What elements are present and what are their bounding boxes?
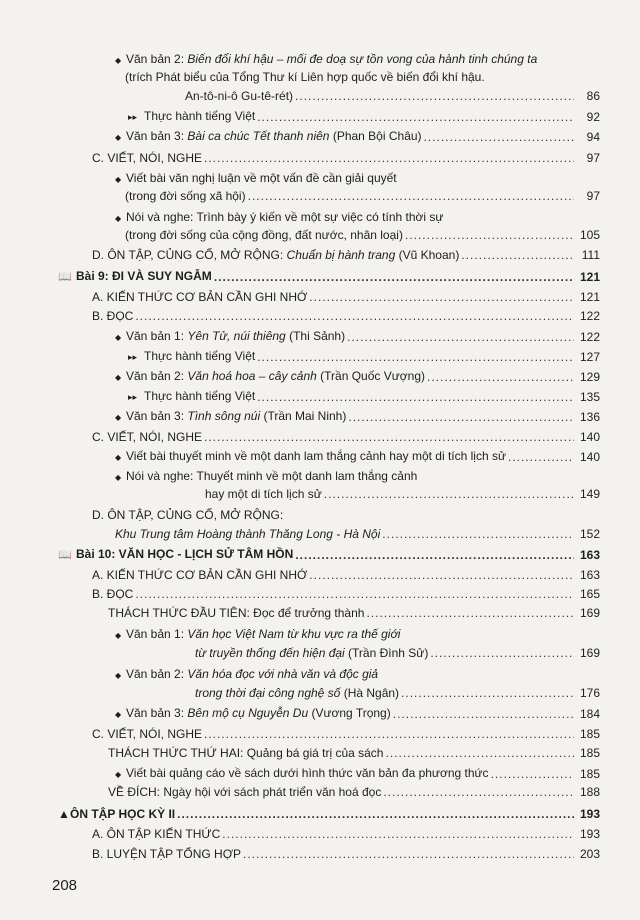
leader-dots (348, 410, 574, 425)
leader-dots (257, 390, 574, 405)
entry-label: D. ÔN TẬP, CỦNG CỐ, MỞ RỘNG: (92, 248, 287, 262)
entry-title: Văn học Việt Nam từ khu vực ra thế giới (187, 627, 401, 641)
diamond-bullet-icon: ◆ (115, 333, 122, 342)
entry-label: Văn bản 2: (126, 667, 188, 681)
toc-entry-text (92, 248, 459, 263)
entry-label: VỀ ĐÍCH: Ngày hội với sách phát triển văn hoá đọc (108, 785, 382, 799)
toc-entry-text (115, 329, 345, 345)
leader-dots (243, 847, 574, 862)
double-arrow-icon: ▸▸ (128, 392, 138, 402)
leader-dots (309, 568, 574, 583)
toc-entry (115, 706, 600, 722)
toc-entry (115, 369, 600, 385)
entry-label: C. VIẾT, NÓI, NGHE (92, 151, 203, 165)
entry-label: A. ÔN TẬP KIẾN THỨC (92, 827, 221, 841)
toc-entry (115, 527, 600, 542)
toc-entry (205, 487, 600, 502)
toc-entry-text (115, 171, 397, 187)
toc-entry-text (115, 667, 378, 683)
double-arrow-icon: ▸▸ (128, 352, 138, 362)
entry-page-number: 129 (579, 370, 600, 384)
entry-title: Yên Tử, núi thiêng (187, 329, 286, 343)
entry-label: Văn bản 2: (126, 369, 188, 383)
toc-entry-text (115, 469, 417, 485)
entry-author: (Trần Quốc Vượng) (316, 369, 425, 383)
toc-entry-text (58, 807, 175, 822)
entry-page-number: 122 (579, 309, 600, 323)
toc-entry (92, 587, 600, 602)
entry-label: Văn bản 3: (126, 706, 188, 720)
toc-entry-text (92, 827, 220, 842)
entry-label: Thực hành tiếng Việt (144, 109, 256, 123)
entry-page-number: 184 (579, 707, 600, 721)
entry-page-number: 121 (579, 290, 600, 304)
entry-page-number: 136 (579, 410, 600, 424)
toc-entry (92, 309, 600, 324)
entry-label: C. VIẾT, NÓI, NGHE (92, 727, 203, 741)
book-icon: 📖 (58, 549, 72, 561)
leader-dots (257, 350, 574, 365)
entry-page-number: 127 (579, 350, 600, 364)
diamond-bullet-icon: ◆ (115, 710, 122, 719)
entry-author: (Thi Sảnh) (285, 329, 346, 343)
entry-page-number: 121 (579, 270, 600, 284)
entry-page-number: 169 (579, 646, 600, 660)
entry-label: B. LUYỆN TẬP TỔNG HỢP (92, 847, 241, 861)
entry-label: (trong đời sống xã hội) (125, 189, 246, 203)
toc-entry-text (108, 746, 383, 761)
entry-author: (Vũ Khoan) (395, 248, 460, 262)
toc-entry (108, 606, 600, 621)
entry-label: C. VIẾT, NÓI, NGHE (92, 430, 203, 444)
toc-entry (58, 807, 600, 822)
diamond-bullet-icon: ◆ (115, 453, 122, 462)
toc-entry (92, 508, 600, 523)
entry-page-number: 185 (579, 727, 600, 741)
entry-label: Văn bản 3: (126, 409, 188, 423)
leader-dots (135, 309, 574, 324)
toc-entry (125, 228, 600, 243)
entry-title: Bên mộ cụ Nguyễn Du (187, 706, 309, 720)
entry-label: (trích Phát biểu của Tổng Thư kí Liên hợp quốc về biến đổi khí hậu. (125, 70, 485, 84)
toc-entry-text (92, 151, 202, 166)
toc-entry-text (58, 547, 293, 563)
toc-entry-text (115, 706, 391, 722)
entry-label: A. KIẾN THỨC CƠ BẢN CẦN GHI NHỚ (92, 290, 308, 304)
leader-dots (382, 527, 574, 542)
toc-entry-text (115, 52, 537, 68)
toc-entry-text (128, 109, 255, 125)
entry-label: B. ĐỌC (92, 309, 134, 323)
entry-page-number: 97 (586, 189, 600, 203)
toc-entry (92, 248, 600, 263)
entry-label: Viết bài quảng cáo về sách dưới hình thức văn bản đa phương thức (126, 766, 489, 780)
entry-label: Nói và nghe: Thuyết minh về một danh lam thắng cảnh (126, 469, 418, 483)
leader-dots (204, 151, 574, 166)
entry-title: Tình sông núi (187, 409, 261, 423)
entry-title: Văn hóa đọc với nhà văn và độc giả (187, 667, 379, 681)
toc-entry (115, 667, 600, 683)
toc-entry (108, 785, 600, 800)
toc-entry (115, 469, 600, 485)
toc-entry-text (128, 349, 255, 365)
leader-dots (295, 89, 574, 104)
leader-dots (257, 110, 574, 125)
toc-entry (115, 627, 600, 643)
entry-page-number: 169 (579, 606, 600, 620)
entry-label: hay một di tích lịch sử (205, 487, 322, 501)
toc-entry-text (195, 646, 428, 661)
entry-page-number: 135 (579, 390, 600, 404)
leader-dots (461, 248, 574, 263)
entry-page-number: 152 (579, 527, 600, 541)
diamond-bullet-icon: ◆ (115, 770, 122, 779)
toc-entry (108, 746, 600, 761)
entry-title: Khu Trung tâm Hoàng thành Thăng Long - Hà Nội (115, 527, 381, 541)
toc-entry (92, 568, 600, 583)
diamond-bullet-icon: ◆ (115, 671, 122, 680)
entry-page-number: 94 (586, 130, 600, 144)
entry-page-number: 188 (579, 785, 600, 799)
toc-entry-text (125, 70, 485, 85)
entry-page-number: 140 (579, 430, 600, 444)
diamond-bullet-icon: ◆ (115, 473, 122, 482)
entry-title: Chuẩn bị hành trang (286, 248, 396, 262)
entry-page-number: 203 (579, 847, 600, 861)
toc-entry-text (92, 587, 133, 602)
toc-entry-text (115, 210, 443, 226)
leader-dots (135, 587, 574, 602)
toc-entry (58, 547, 600, 563)
toc-entry (128, 349, 600, 365)
entry-label: Thực hành tiếng Việt (144, 389, 256, 403)
leader-dots (424, 130, 574, 145)
leader-dots (491, 767, 574, 782)
toc-entry-text (92, 847, 241, 862)
diamond-bullet-icon: ◆ (115, 133, 122, 142)
toc-entry (115, 52, 600, 68)
entry-label: THÁCH THỨC ĐẦU TIÊN: Đọc để trưởng thành (108, 606, 365, 620)
leader-dots (430, 646, 574, 661)
entry-label: D. ÔN TẬP, CỦNG CỐ, MỞ RỘNG: (92, 508, 284, 522)
toc-entry (115, 129, 600, 145)
entry-page-number: 193 (579, 827, 600, 841)
entry-author: (Hà Ngân) (340, 686, 400, 700)
toc-entry-text (115, 409, 346, 425)
leader-dots (366, 606, 574, 621)
entry-label: Viết bài văn nghị luận về một vấn đề cần giải quyết (126, 171, 397, 185)
entry-label: Văn bản 3: (126, 129, 188, 143)
entry-label: ÔN TẬP HỌC KỲ II (70, 807, 176, 821)
entry-page-number: 176 (579, 686, 600, 700)
entry-label: Viết bài thuyết minh về một danh lam thắng cảnh hay một di tích lịch sử (126, 449, 507, 463)
toc-entry-text (92, 290, 307, 305)
toc-entry (125, 189, 600, 204)
leader-dots (295, 548, 574, 563)
toc-entry (92, 151, 600, 166)
page-number: 208 (52, 877, 78, 894)
diamond-bullet-icon: ◆ (115, 214, 122, 223)
entry-title: từ truyền thống đến hiện đại (195, 646, 345, 660)
entry-page-number: 105 (579, 228, 600, 242)
toc-entry-text (195, 686, 399, 701)
leader-dots (405, 228, 574, 243)
entry-label: Bài 9: ĐI VÀ SUY NGẪM (76, 269, 212, 283)
entry-page-number: 140 (579, 450, 600, 464)
entry-label: B. ĐỌC (92, 587, 134, 601)
toc-entry-text (115, 627, 400, 643)
entry-label: Bài 10: VĂN HỌC - LỊCH SỬ TÂM HỒN (76, 547, 294, 561)
entry-page-number: 97 (586, 151, 600, 165)
diamond-bullet-icon: ◆ (115, 413, 122, 422)
entry-page-number: 111 (581, 248, 600, 262)
toc-entry (92, 847, 600, 862)
toc-entry-text (115, 369, 425, 385)
diamond-bullet-icon: ◆ (115, 56, 122, 65)
entry-label: THÁCH THỨC THỨ HAI: Quảng bá giá trị của sách (108, 746, 384, 760)
entry-title: Bài ca chúc Tết thanh niên (187, 129, 330, 143)
entry-page-number: 193 (579, 807, 600, 821)
entry-label: An-tô-ni-ô Gu-tê-rét) (185, 89, 294, 103)
entry-label: A. KIẾN THỨC CƠ BẢN CẦN GHI NHỚ (92, 568, 308, 582)
toc-entry-text (115, 766, 489, 782)
entry-page-number: 149 (579, 487, 600, 501)
toc-entry (115, 171, 600, 187)
toc-entry-text (92, 309, 133, 324)
leader-dots (204, 430, 574, 445)
toc-entry-text (108, 785, 381, 800)
leader-dots (393, 707, 574, 722)
toc-entry-text (92, 727, 202, 742)
entry-label: Văn bản 1: (126, 627, 188, 641)
entry-page-number: 86 (586, 89, 600, 103)
entry-page-number: 92 (586, 110, 600, 124)
entry-author: (Trần Mai Ninh) (260, 409, 347, 423)
entry-page-number: 185 (579, 767, 600, 781)
toc-entry-text (92, 430, 202, 445)
entry-title: Biến đổi khí hậu – mối đe doạ sự tồn vong của hành tinh chúng ta (187, 52, 538, 66)
toc-entry (92, 290, 600, 305)
book-icon: 📖 (58, 271, 72, 283)
entry-label: (trong đời sống của cộng đồng, đất nước, nhân loại) (125, 228, 403, 242)
leader-dots (177, 807, 574, 822)
toc-entry-text (205, 487, 322, 502)
leader-dots (385, 746, 574, 761)
entry-label: Thực hành tiếng Việt (144, 349, 256, 363)
toc-entry-text (92, 568, 307, 583)
triangle-icon: ▲ (58, 807, 70, 821)
toc-entry (115, 766, 600, 782)
toc-entry (128, 109, 600, 125)
toc-entry-text (128, 389, 255, 405)
toc-entry-text (115, 527, 380, 542)
double-arrow-icon: ▸▸ (128, 112, 138, 122)
leader-dots (309, 290, 574, 305)
leader-dots (214, 270, 574, 285)
toc-entry (115, 210, 600, 226)
toc-entry-text (185, 89, 293, 104)
entry-title: Văn hoá hoa – cây cảnh (187, 369, 317, 383)
toc-entry (92, 827, 600, 842)
diamond-bullet-icon: ◆ (115, 631, 122, 640)
leader-dots (222, 827, 574, 842)
toc-entry-text (108, 606, 364, 621)
leader-dots (383, 785, 574, 800)
leader-dots (324, 487, 574, 502)
entry-page-number: 185 (579, 746, 600, 760)
leader-dots (347, 330, 574, 345)
leader-dots (508, 450, 574, 465)
leader-dots (248, 189, 574, 204)
leader-dots (204, 727, 574, 742)
entry-label: Nói và nghe: Trình bày ý kiến về một sự việc có tính thời sự (126, 210, 444, 224)
toc-entry (92, 727, 600, 742)
toc-entry (92, 430, 600, 445)
entry-page-number: 122 (579, 330, 600, 344)
toc-entry-text (92, 508, 283, 523)
diamond-bullet-icon: ◆ (115, 175, 122, 184)
toc-entry (115, 329, 600, 345)
toc-entry-text (115, 129, 422, 145)
entry-page-number: 165 (579, 587, 600, 601)
entry-title: trong thời đại công nghệ số (195, 686, 341, 700)
leader-dots (401, 686, 574, 701)
toc-entry (185, 89, 600, 104)
toc-entry (195, 686, 600, 701)
entry-author: (Vương Trọng) (308, 706, 391, 720)
entry-author: (Trần Đình Sử) (344, 646, 429, 660)
toc-entry-text (58, 269, 212, 285)
entry-page-number: 163 (579, 568, 600, 582)
toc-entry (115, 449, 600, 465)
diamond-bullet-icon: ◆ (115, 373, 122, 382)
entry-page-number: 163 (579, 548, 600, 562)
entry-label: Văn bản 1: (126, 329, 188, 343)
entry-author: (Phan Bội Châu) (329, 129, 422, 143)
toc-entry (125, 70, 600, 85)
toc-entry-text (125, 189, 246, 204)
toc-entry (195, 646, 600, 661)
toc-entry (58, 269, 600, 285)
entry-label: Văn bản 2: (126, 52, 188, 66)
toc-entry (115, 409, 600, 425)
toc-entry-text (115, 449, 506, 465)
leader-dots (427, 370, 574, 385)
toc-entry-text (125, 228, 403, 243)
toc-entry (128, 389, 600, 405)
